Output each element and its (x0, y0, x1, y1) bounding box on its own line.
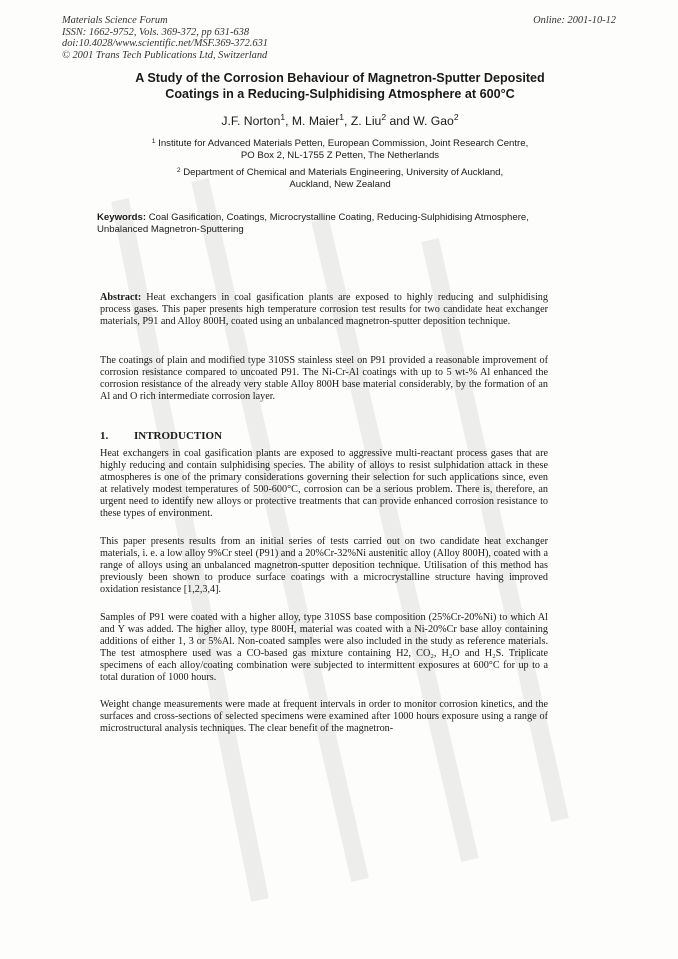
abstract-text: Heat exchangers in coal gasification plants are exposed to highly reducing and sulphidising process gases. This paper presents high temperature corrosion test results for two candidate heat exchanger materials, P91 and Alloy 800H, coated using an unbalanced magnetron-sputter deposition technique. (100, 292, 548, 328)
abstract-paragraph-1 (100, 292, 548, 328)
journal-name: Materials Science Forum (62, 15, 168, 26)
author-list (80, 114, 600, 128)
doi-line: doi:10.4028/www.scientific.net/MSF.369-372.631 (62, 38, 268, 49)
keywords (97, 212, 552, 236)
intro-paragraph-4: Weight change measurements were made at frequent intervals in order to monitor corrosion kinetics, and the surfaces and cross-sections of selected specimens were examined after 1000 hours exposure using a range of microstructural analysis techniques. The clear benefit of the magnetron- (100, 699, 548, 735)
affiliation-1 (90, 138, 590, 162)
abstract-label: Abstract: (100, 292, 142, 303)
affiliation-marker: 2 (453, 112, 459, 122)
author-name: M. Maier (291, 114, 340, 128)
affiliation-line: Institute for Advanced Materials Petten, European Commission, Joint Research Centre, (158, 138, 529, 149)
intro-paragraph-2: This paper presents results from an initial series of tests carried out on two candidate heat exchanger materials, i. e. a low alloy 9%Cr steel (P91) and a 20%Cr-32%Ni austenitic alloy (Alloy 800H), coated with a range of alloys using an unbalanced magnetron-sputter deposition technique. Utilisation of this method has previously been shown to produce surface coatings with a microcrystalline structure having improved oxidation resistance [1,2,3,4]. (100, 536, 548, 596)
keywords-label: Keywords: (97, 212, 147, 223)
affiliation-marker: 1 (280, 112, 286, 122)
intro-paragraph-1: Heat exchangers in coal gasification plants are exposed to aggressive multi-reactant process gases that are highly reducing and contain sulphidising species. The ability of alloys to resist sulphidation attack in these atmospheres is one of the primary considerations governing their selection for such applications since, even at relatively modest temperatures of 500-600°C, corrosion can be a serious problem. There is, therefore, an urgent need to identify new alloys or protective treatments that can provide enhanced corrosion resistance to these types of environment. (100, 448, 548, 520)
affiliation-marker: 1 (151, 138, 156, 145)
affiliation-marker: 2 (176, 167, 181, 174)
affiliation-line: PO Box 2, NL-1755 Z Petten, The Netherlands (240, 150, 440, 161)
section-title: INTRODUCTION (134, 430, 223, 442)
paper-title (80, 70, 600, 102)
section-heading (100, 430, 222, 442)
affiliation-marker: 2 (381, 112, 387, 122)
affiliation-line: Department of Chemical and Materials Engineering, University of Auckland, (183, 167, 504, 178)
author-name: J.F. Norton (221, 114, 281, 128)
online-date: Online: 2001-10-12 (533, 15, 616, 26)
section-number: 1. (100, 430, 109, 442)
author-name: Z. Liu (350, 114, 382, 128)
copyright-line: © 2001 Trans Tech Publications Ltd, Switzerland (62, 49, 268, 61)
affiliation-2 (90, 167, 590, 191)
abstract-paragraph-2: The coatings of plain and modified type 310SS stainless steel on P91 provided a reasonable improvement of corrosion resistance compared to uncoated P91. The Ni-Cr-Al coatings with up to 5 wt-% Al enhanced the corrosion resistance of the already very stable Alloy 800H base material considerably, by the formation of an Al and O rich intermediate corrosion layer. (100, 355, 548, 403)
intro-paragraph-3: Samples of P91 were coated with a higher alloy, type 310SS base composition (25%Cr-20%Ni) to which Al and Y was added. The higher alloy, type 800H, material was coated with a Ni-20%Cr base alloy containing additions of either 1, 3 or 5%Al. Non-coated samples were also included in the study as reference materials. The test atmosphere used was a CO-based gas mixture containing H2, CO₂, H₂O and H₂S. Triplicate specimens of each alloy/coating combination were subjected to intermittent exposures at 600°C for up to a total duration of 1000 hours. (100, 612, 548, 684)
author-and: and (386, 114, 414, 128)
title-line-2: Coatings in a Reducing-Sulphidising Atmosphere at 600°C (165, 87, 515, 101)
title-line-1: A Study of the Corrosion Behaviour of Magnetron-Sputter Deposited (135, 71, 545, 85)
issn-line: ISSN: 1662-9752, Vols. 369-372, pp 631-638 (62, 26, 250, 38)
author-name: W. Gao (413, 114, 454, 128)
author-separator: , (285, 114, 292, 128)
affiliation-line: Auckland, New Zealand (289, 179, 391, 190)
author-separator: , (344, 114, 351, 128)
affiliation-marker: 1 (339, 112, 345, 122)
keywords-text: Coal Gasification, Coatings, Microcrystalline Coating, Reducing-Sulphidising Atmosphere, Unbalanced Magnetron-Sputtering (97, 212, 529, 235)
